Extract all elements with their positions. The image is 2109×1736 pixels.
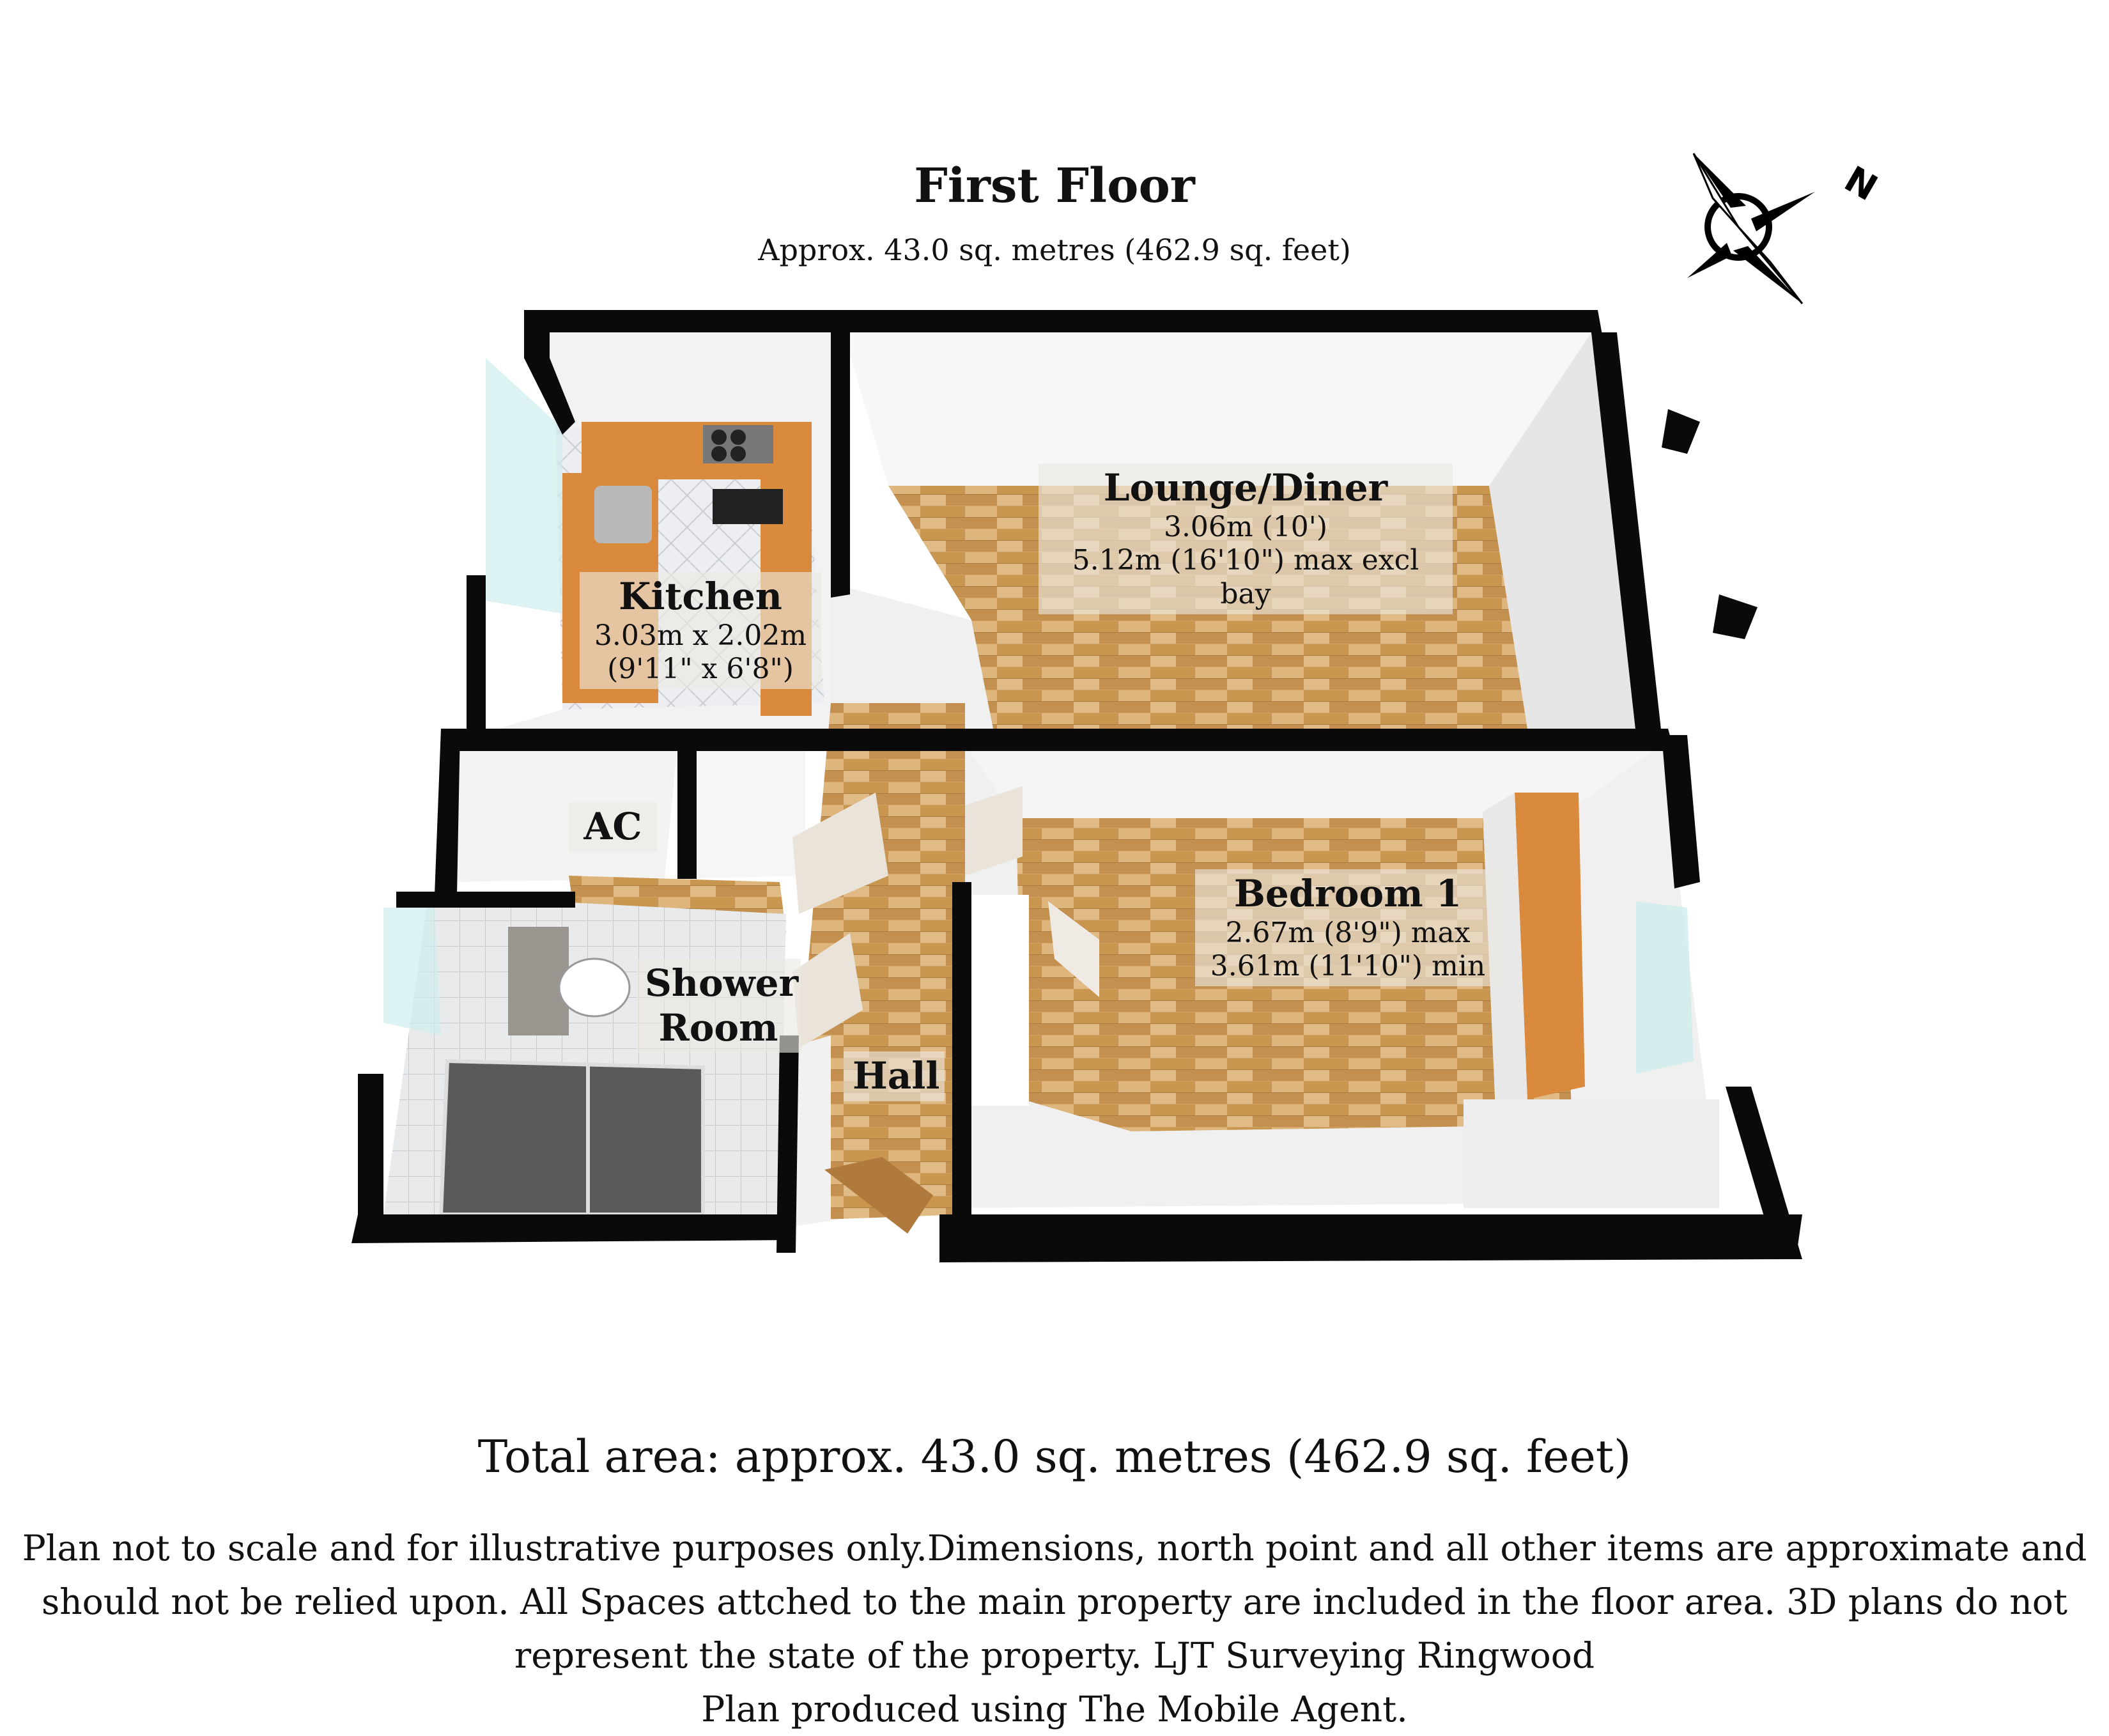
ac-name: AC bbox=[583, 805, 642, 848]
toilet-icon bbox=[559, 959, 630, 1016]
sink-icon bbox=[594, 486, 652, 543]
shower-room bbox=[383, 895, 786, 1214]
disclaimer-line-2: should not be relied upon. All Spaces attched to the main property are included in the floor area. 3D plans do not bbox=[41, 1581, 2068, 1622]
bedroom-1-label bbox=[1195, 869, 1501, 986]
kitchen-dimension-2: (9'11" x 6'8") bbox=[607, 653, 794, 686]
floor-title: First Floor bbox=[914, 159, 1195, 213]
kitchen-name: Kitchen bbox=[619, 575, 782, 618]
lounge-diner-name: Lounge/Diner bbox=[1103, 466, 1388, 509]
kitchen-worktop bbox=[582, 422, 812, 479]
hall-label bbox=[844, 1051, 945, 1101]
disclaimer bbox=[19, 1521, 2090, 1736]
bedroom-window bbox=[1636, 901, 1694, 1074]
lounge-diner-dimension-2: 5.12m (16'10") max excl bay bbox=[1072, 544, 1419, 611]
bedroom-1-name: Bedroom 1 bbox=[1233, 872, 1462, 915]
compass-north-label: N bbox=[1837, 158, 1885, 210]
disclaimer-line-3: represent the state of the property. LJT Surveying Ringwood bbox=[514, 1635, 1595, 1676]
total-area: Total area: approx. 43.0 sq. metres (462.9 sq. feet) bbox=[477, 1430, 1632, 1483]
floor-area: Approx. 43.0 sq. metres (462.9 sq. feet) bbox=[758, 233, 1351, 267]
bedroom-cupboard bbox=[965, 895, 1029, 1106]
shower-room-label bbox=[636, 959, 801, 1053]
disclaimer-line-1: Plan not to scale and for illustrative purposes only.Dimensions, north point and all other items are approximate and bbox=[22, 1528, 2087, 1569]
disclaimer-line-4: Plan produced using The Mobile Agent. bbox=[701, 1689, 1408, 1730]
shower-enclosure bbox=[441, 1061, 703, 1214]
lounge-diner-dimension-1: 3.06m (10') bbox=[1163, 510, 1328, 543]
bedroom-1-dimension-1: 2.67m (8'9") max bbox=[1225, 916, 1471, 949]
lounge-diner-label bbox=[1039, 463, 1453, 614]
bedroom-1-dimension-2: 3.61m (11'10") min bbox=[1210, 950, 1486, 983]
kitchen-label bbox=[580, 572, 821, 689]
shower-room-name-2: Room bbox=[658, 1005, 778, 1050]
kitchen-dimension-1: 3.03m x 2.02m bbox=[594, 619, 807, 652]
oven-icon bbox=[713, 489, 783, 524]
ac-label bbox=[569, 802, 657, 852]
hall-name: Hall bbox=[853, 1054, 940, 1097]
shower-room-name-1: Shower bbox=[645, 961, 799, 1005]
